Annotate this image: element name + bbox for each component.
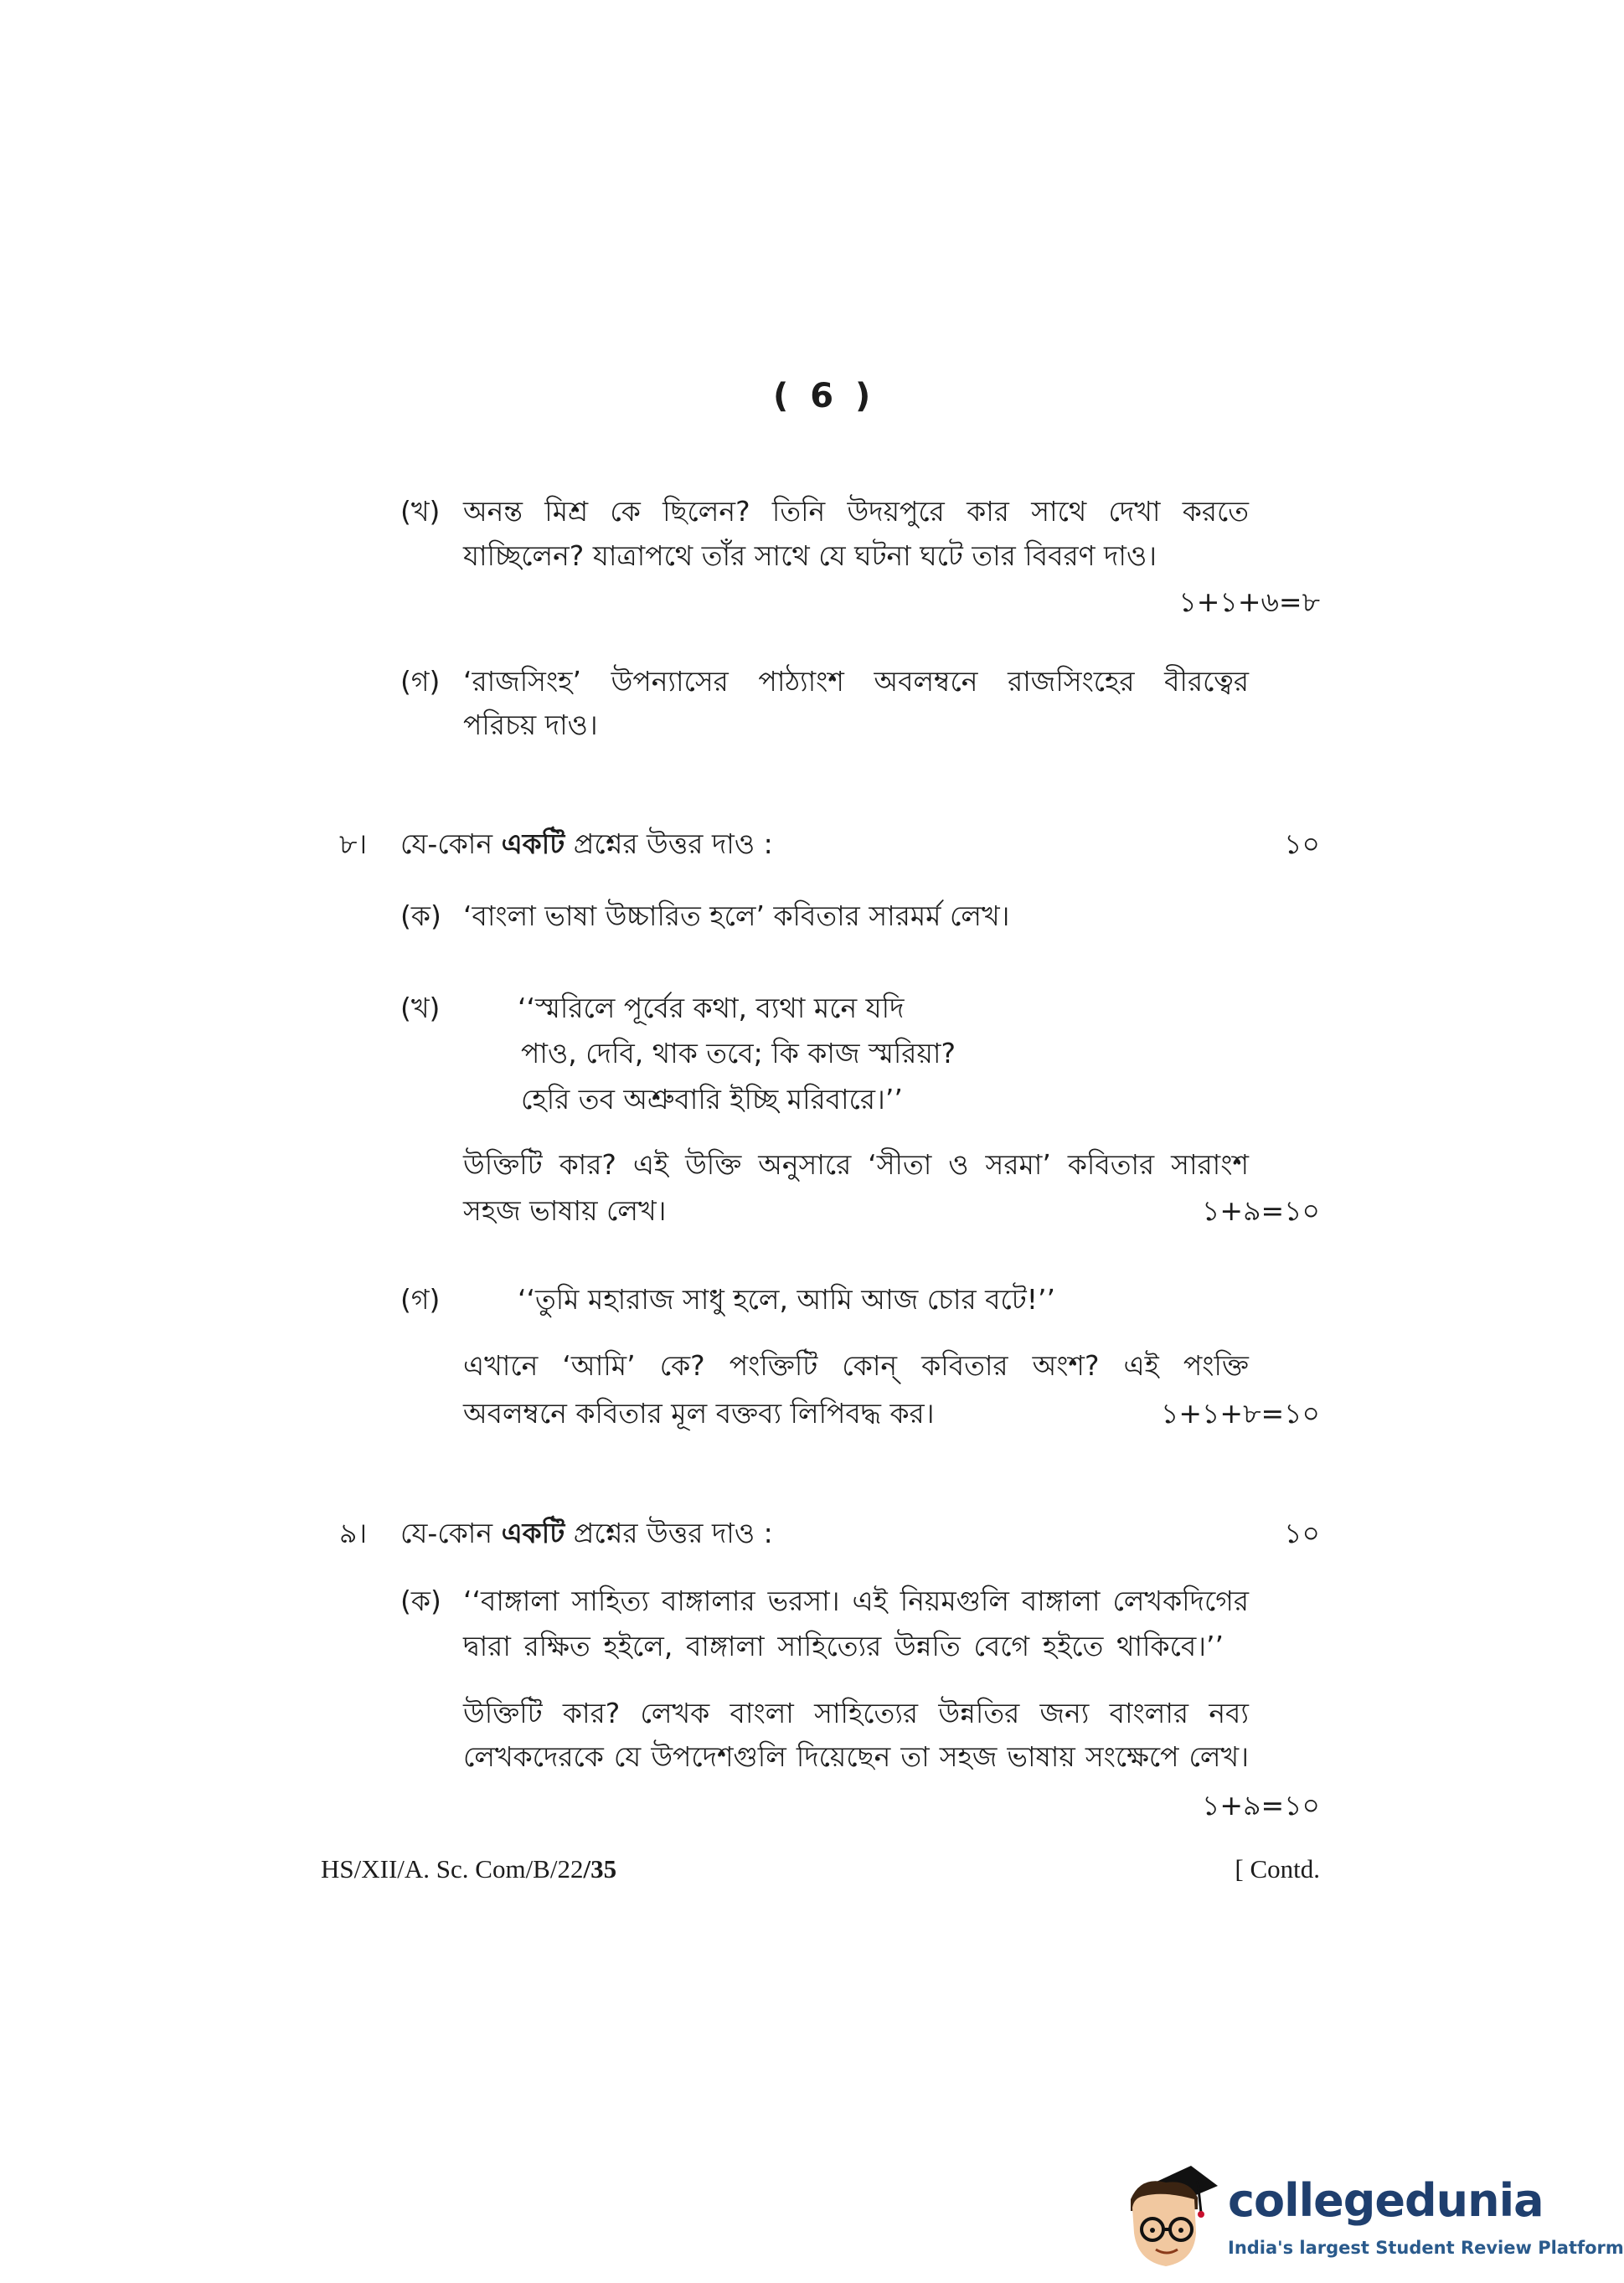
q8-ka-text: ‘বাংলা ভাষা উচ্চারিত হলে’ কবিতার সারমর্ম লেখ। <box>463 899 1010 932</box>
q8-ga-question-line1: এখানে ‘আমি’ কে? পংক্তিটি কোন্ কবিতার অংশ? এই পংক্তি <box>463 1349 1249 1382</box>
q9-total-marks: ১০ <box>1284 1517 1320 1549</box>
q8-ga-label: (গ) <box>400 1283 441 1316</box>
q8-kha-question-line2: সহজ ভাষায় লেখ। <box>463 1194 667 1227</box>
q7-kha-line1: অনন্ত মিশ্র কে ছিলেন? তিনি উদয়পুরে কার সাথে দেখা করতে <box>463 495 1249 528</box>
q8-instruction: যে-কোন একটি প্রশ্নের উত্তর দাও : <box>400 827 773 860</box>
q7-kha-line2: যাচ্ছিলেন? যাত্রাপথে তাঁর সাথে যে ঘটনা ঘটে তার বিবরণ দাও। <box>463 539 1157 572</box>
q8-kha-label: (খ) <box>400 992 441 1024</box>
logo-wordmark: collegedunia <box>1228 2174 1544 2227</box>
q9-ka-label: (ক) <box>400 1585 441 1617</box>
logo-tagline: India's largest Student Review Platform <box>1228 2238 1624 2258</box>
page-number: ( 6 ) <box>773 377 876 415</box>
q9-ka-question-line2: লেখকদেরকে যে উপদেশগুলি দিয়েছেন তা সহজ ভাষায় সংক্ষেপে লেখ। <box>463 1740 1249 1773</box>
q9-ka-line2: দ্বারা রক্ষিত হইলে, বাঙ্গালা সাহিত্যের উন্নতি বেগে হইতে থাকিবে।’’ <box>463 1630 1224 1662</box>
paper-code: HS/XII/A. Sc. Com/B/22/35 <box>321 1854 617 1884</box>
q9-instruction: যে-কোন একটি প্রশ্নের উত্তর দাও : <box>400 1517 773 1549</box>
q8-kha-verse1: ‘‘স্মরিলে পূর্বের কথা, ব্যথা মনে যদি <box>518 992 905 1024</box>
q8-ka-label: (ক) <box>400 899 441 932</box>
q7-ga-line1: ‘রাজসিংহ’ উপন্যাসের পাঠ্যাংশ অবলম্বনে রাজসিংহের বীরত্বের <box>463 665 1249 698</box>
contd-marker: [ Contd. <box>1235 1854 1320 1884</box>
q9-ka-line1: ‘‘বাঙ্গালা সাহিত্য বাঙ্গালার ভরসা। এই নিয়মগুলি বাঙ্গালা লেখকদিগের <box>463 1585 1249 1617</box>
q7-kha-marks: ১+১+৬=৮ <box>1178 585 1320 618</box>
q7-ga-line2: পরিচয় দাও। <box>463 709 598 741</box>
q8-number: ৮। <box>339 827 368 860</box>
q7-ga-label: (গ) <box>400 665 441 698</box>
mascot-icon <box>1107 2161 1224 2278</box>
q8-ga-verse: ‘‘তুমি মহারাজ সাধু হলে, আমি আজ চোর বটে!’’ <box>518 1283 1055 1316</box>
q8-kha-verse2: পাও, দেবি, থাক তবে; কি কাজ স্মরিয়া? <box>521 1037 956 1069</box>
q8-ga-question-line2: অবলম্বনে কবিতার মূল বক্তব্য লিপিবদ্ধ কর। <box>463 1397 935 1430</box>
q8-kha-marks: ১+৯=১০ <box>1202 1194 1320 1227</box>
q9-ka-question-line1: উক্তিটি কার? লেখক বাংলা সাহিত্যের উন্নতির জন্য বাংলার নব্য <box>463 1697 1249 1729</box>
q8-total-marks: ১০ <box>1284 827 1320 860</box>
q9-ka-marks: ১+৯=১০ <box>1202 1789 1320 1822</box>
q7-kha-label: (খ) <box>400 495 441 528</box>
q8-kha-question-line1: উক্তিটি কার? এই উক্তি অনুসারে ‘সীতা ও সরমা’ কবিতার সারাংশ <box>463 1148 1249 1181</box>
q8-ga-marks: ১+১+৮=১০ <box>1160 1397 1320 1430</box>
q8-kha-verse3: হেরি তব অশ্রুবারি ইচ্ছি মরিবারে।’’ <box>521 1083 903 1116</box>
q9-number: ৯। <box>339 1517 368 1549</box>
